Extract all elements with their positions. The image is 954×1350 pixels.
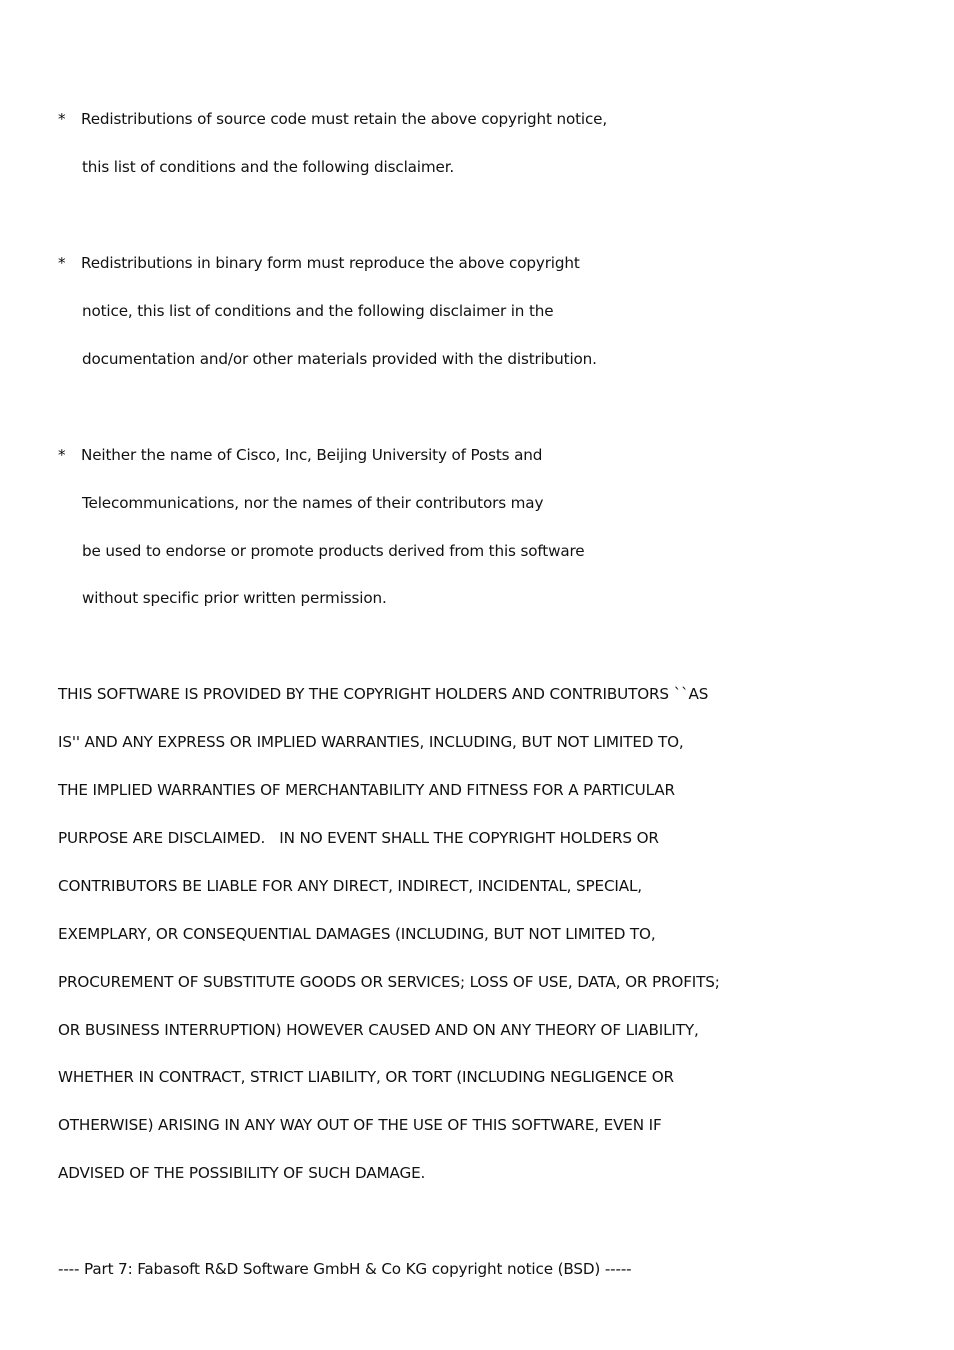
disclaimer-line: CONTRIBUTORS BE LIABLE FOR ANY DIRECT, INDIRECT, INCIDENTAL, SPECIAL, xyxy=(58,877,642,895)
disclaimer-line: PURPOSE ARE DISCLAIMED. IN NO EVENT SHALL THE COPYRIGHT HOLDERS OR xyxy=(58,829,659,847)
part-heading: ---- Part 7: Fabasoft R&D Software GmbH & Co KG copyright notice (BSD) ----- xyxy=(58,1260,632,1278)
condition-line: this list of conditions and the following disclaimer. xyxy=(82,158,455,176)
bullet-marker: * xyxy=(58,446,66,464)
condition-line: notice, this list of conditions and the following disclaimer in the xyxy=(82,302,554,320)
disclaimer-line: WHETHER IN CONTRACT, STRICT LIABILITY, OR TORT (INCLUDING NEGLIGENCE OR xyxy=(58,1068,674,1086)
disclaimer-line: OTHERWISE) ARISING IN ANY WAY OUT OF THE USE OF THIS SOFTWARE, EVEN IF xyxy=(58,1116,662,1134)
bullet-marker: * xyxy=(58,110,66,128)
disclaimer-line: PROCUREMENT OF SUBSTITUTE GOODS OR SERVICES; LOSS OF USE, DATA, OR PROFITS; xyxy=(58,973,720,991)
disclaimer-line: THE IMPLIED WARRANTIES OF MERCHANTABILITY AND FITNESS FOR A PARTICULAR xyxy=(58,781,675,799)
disclaimer-line: ADVISED OF THE POSSIBILITY OF SUCH DAMAGE. xyxy=(58,1164,426,1182)
condition-line: Telecommunications, nor the names of their contributors may xyxy=(82,494,544,512)
condition-line: Redistributions in binary form must reproduce the above copyright xyxy=(81,254,580,272)
condition-line: Neither the name of Cisco, Inc, Beijing University of Posts and xyxy=(81,446,543,464)
condition-line: without specific prior written permission. xyxy=(82,589,387,607)
condition-line: documentation and/or other materials provided with the distribution. xyxy=(82,350,597,368)
disclaimer-line: OR BUSINESS INTERRUPTION) HOWEVER CAUSED AND ON ANY THEORY OF LIABILITY, xyxy=(58,1021,699,1039)
disclaimer-line: THIS SOFTWARE IS PROVIDED BY THE COPYRIGHT HOLDERS AND CONTRIBUTORS ``AS xyxy=(58,685,709,703)
disclaimer-line: EXEMPLARY, OR CONSEQUENTIAL DAMAGES (INCLUDING, BUT NOT LIMITED TO, xyxy=(58,925,656,943)
condition-line: Redistributions of source code must retain the above copyright notice, xyxy=(81,110,608,128)
bullet-marker: * xyxy=(58,254,66,272)
disclaimer-line: IS'' AND ANY EXPRESS OR IMPLIED WARRANTIES, INCLUDING, BUT NOT LIMITED TO, xyxy=(58,733,684,751)
condition-line: be used to endorse or promote products derived from this software xyxy=(82,542,585,560)
